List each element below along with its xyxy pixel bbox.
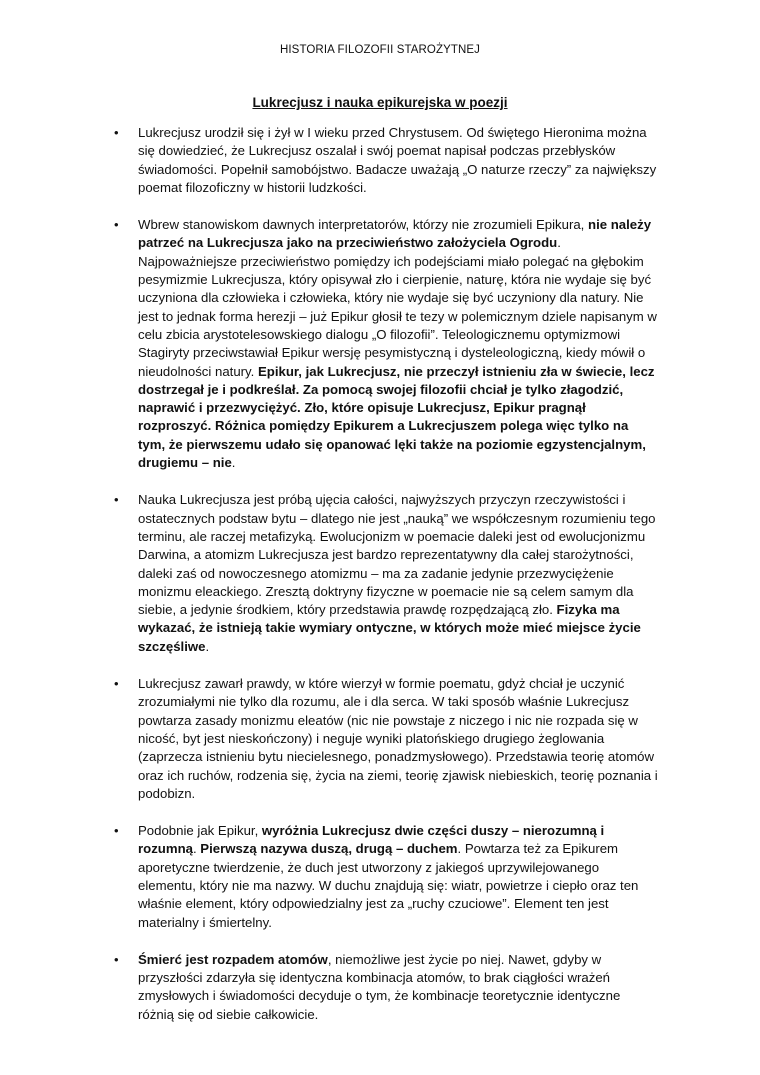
bullet-text-bold: Fizyka ma wykazać, że istnieją takie wymiary ontyczne, w których może mieć miejsce życie szczęśliwe [138,602,641,654]
bullet-text: Lukrecjusz zawarł prawdy, w które wierzył w formie poematu, gdyż chciał je uczynić zrozumiałymi nie tylko dla rozumu, ale i dla serca. W taki sposób właśnie Lukrecjusz powtarza zasady monizmu eleatów (nic nie powstaje z niczego i nic nie rozpada się w nicość, byt jest nieskończony) i neguje wyniki platońskiego drugiego żeglowania (zaprzecza istnieniu bytu niecielesnego, ponadzmysłowego). Przedstawia teorię atomów oraz ich ruchów, rodzenia się, życia na ziemi, teorię zjawisk niebieskich, teorię poznania i podobizn. [138,676,658,801]
bullet-dot-icon: • [114,676,119,692]
bullet-text-bold: nie należy patrzeć na Lukrecjusza jako na przeciwieństwo założyciela Ogrodu [138,217,652,251]
bullet-text: . [231,455,236,471]
bullet-item [114,124,658,197]
bullet-item [114,951,658,1024]
bullet-text: Nauka Lukrecjusza jest próbą ujęcia całości, najwyższych przyczyn rzeczywistości i ostatecznych podstaw bytu – dlatego nie jest „nauką” we współczesnym rozumieniu tego terminu, ale raczej metafizyką. Ewolucjonizm w poemacie daleki jest od ewolucjonizmu Darwina, a atomizm Lukrecjusza jest bardzo reprezentatywny dla całej starożytności, daleki zaś od nowoczesnego atomizmu – ma za zadanie jedynie przezwyciężenie monizmu eleackiego. Zresztą doktryny fizyczne w poemacie nie są celem samym dla siebie, a jedynie środkiem, który przedstawia prawdę rozpędzającą zło. [138,492,656,618]
bullet-text-bold: wyróżnia Lukrecjusz dwie części duszy – nierozumną i rozumną [138,823,605,857]
bullet-dot-icon: • [114,492,119,508]
bullet-text: Lukrecjusz urodził się i żył w I wieku przed Chrystusem. Od świętego Hieronima można się dowiedzieć, że Lukrecjusz oszalał i swój poemat napisał podczas przebłysków świadomości. Popełnił samobójstwo. Badacze uważają „O naturze rzeczy” za największy poemat filozoficzny w historii ludzkości. [138,125,657,195]
bullet-text: . [192,841,201,857]
bullet-item [114,675,658,803]
bullet-item [114,491,658,656]
bullet-text: . [205,638,210,654]
bullet-text: . Najpoważniejsze przeciwieństwo pomiędzy ich podejściami miało polegać na głębokim pesymizmie Lukrecjusza, który opisywał zło i cierpienie, naturę, która nie wydaje się być uczyniona dla człowieka i człowieka, który nie wydaje się być uczyniony dla natury. Nie jest to jednak forma herezji – już Epikur głosił te tezy w polemicznym dziele napisanym w celu zbicia arystotelesowskiego dialogu „O filozofii”. Teleologicznemu optymizmowi Stagiryty przeciwstawiał Epikur wersję pesymistyczną i dysteleologiczną, kiedy mówił o nieudolności natury. [138,235,657,379]
bullet-item [114,216,658,472]
bullet-text: Wbrew stanowiskom dawnych interpretatorów, którzy nie zrozumieli Epikura, [138,217,589,233]
page-header: HISTORIA FILOZOFII STAROŻYTNEJ [279,44,480,56]
bullet-text: . Powtarza też za Epikurem aporetyczne twierdzenie, że duch jest utworzony z jakiegoś uprzywilejowanego elementu, który nie ma nazwy. W duchu znajdują się: wiatr, powietrze i ciepło oraz ten właśnie element, który odpowiedzialny jest za „ruchy czuciowe”. Element ten jest materialny i śmiertelny. [138,841,639,930]
document-title: Lukrecjusz i nauka epikurejska w poezji [252,95,508,110]
bullet-text-bold: Epikur, jak Lukrecjusz, nie przeczył istnieniu zła w świecie, lecz dostrzegał je i podkreślał. Za pomocą swojej filozofii chciał je tylko złagodzić, naprawić i przezwyciężyć. Zło, które opisuje Lukrecjusz, Epikur pragnął rozproszyć. Różnica pomiędzy Epikurem a Lukrecjuszem polega więc tylko na tym, że pierwszemu udało się opanować lęki także na poziomie egzystencjalnym, drugiemu – nie [138,363,655,471]
bullet-text-bold: Śmierć jest rozpadem atomów [138,951,328,967]
bullet-dot-icon: • [114,217,119,233]
bullet-dot-icon: • [114,823,119,839]
bullet-text-bold: Pierwszą nazywa duszą, drugą – duchem [200,841,458,857]
bullet-dot-icon: • [114,125,119,140]
bullet-dot-icon: • [114,951,119,967]
bullet-text: Podobnie jak Epikur, [138,823,262,839]
bullet-text: , niemożliwe jest życie po niej. Nawet, gdyby w przyszłości zdarzyła się identyczna kombinacja atomów, to brak ciągłości wrażeń zmysłowych i świadomości decyduje o tym, że kombinacje teoretycznie identyczne różnią się od siebie całkowicie. [138,951,621,1022]
bullet-item [114,822,658,932]
bullet-list [114,124,658,1043]
